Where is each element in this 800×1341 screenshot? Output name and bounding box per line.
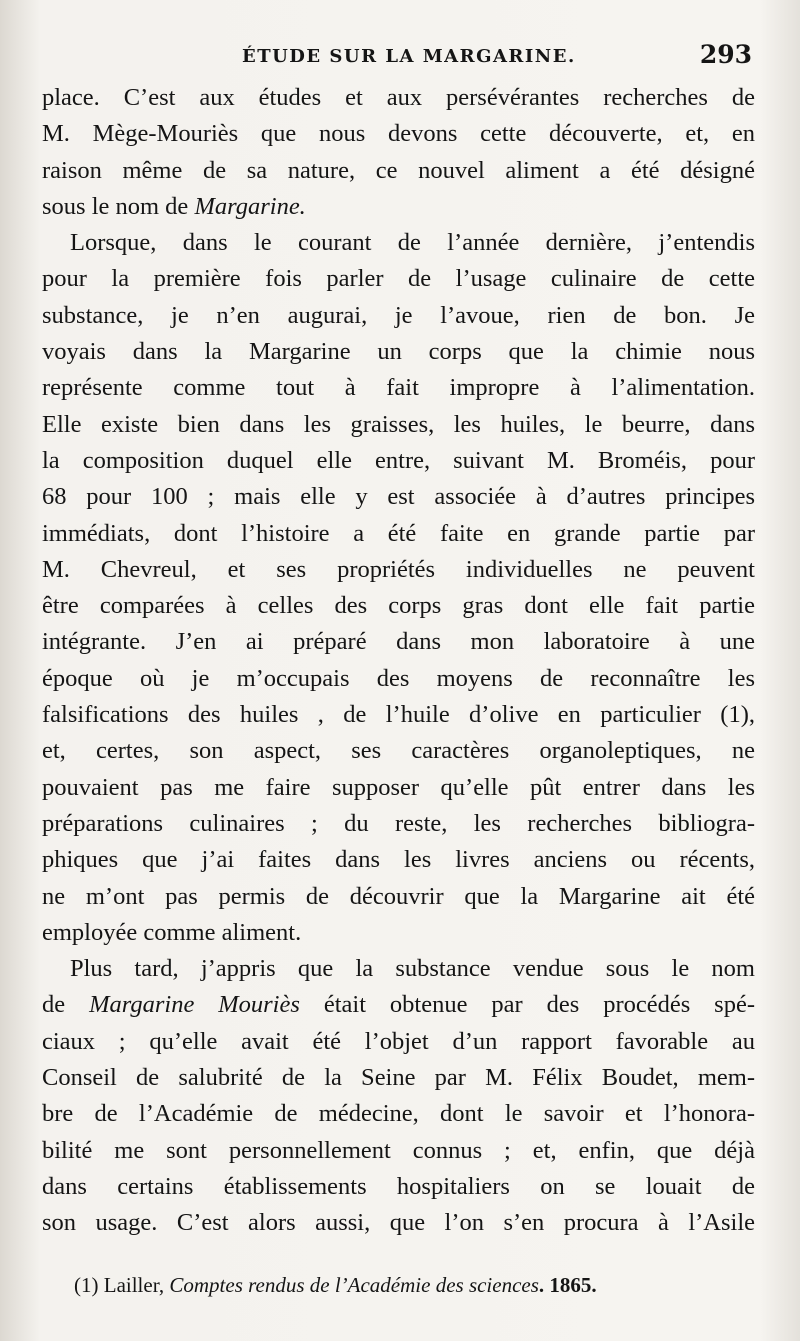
text-line: et, certes, son aspect, ses caractères organoleptiques, ne <box>42 737 755 765</box>
paragraph-start-line: Plus tard, j’appris que la substance vendue sous le nom <box>70 955 755 983</box>
text-line: préparations culinaires ; du reste, les recherches bibliogra- <box>42 809 755 837</box>
text-run: de <box>42 991 90 1019</box>
text-line: substance, je n’en augurai, je l’avoue, rien de bon. Je <box>42 301 755 329</box>
text-line: représente comme tout à fait impropre à l’alimentation. <box>42 374 755 402</box>
footnote <box>74 1270 734 1300</box>
footnote-year: . 1865. <box>538 1273 597 1297</box>
text-line: voyais dans la Margarine un corps que la chimie nous <box>42 338 755 366</box>
page-number: 293 <box>699 40 752 69</box>
italic-term: Margarine. <box>194 192 306 220</box>
text-run: était obtenue par des procédés spé- <box>299 991 755 1019</box>
text-line: dans certains établissements hospitaliers on se louait de <box>42 1172 755 1200</box>
text-line: falsifications des huiles , de l’huile d’olive en particulier (1), <box>42 701 755 729</box>
italic-term: Margarine Mouriès <box>89 991 300 1019</box>
text-line: M. Chevreul, et ses propriétés individuelles ne peuvent <box>42 555 755 583</box>
page-header <box>42 40 752 76</box>
text-line: intégrante. J’en ai préparé dans mon laboratoire à une <box>42 628 755 656</box>
text-line: son usage. C’est alors aussi, que l’on s’en procura à l’Asile <box>42 1209 755 1237</box>
paragraph-start-line: Lorsque, dans le courant de l’année dernière, j’entendis <box>70 229 755 257</box>
text-run: sous le nom de <box>42 192 195 220</box>
text-line: Elle existe bien dans les graisses, les huiles, le beurre, dans <box>42 410 755 438</box>
text-line: pouvaient pas me faire supposer qu’elle pût entrer dans les <box>42 773 755 801</box>
text-line: raison même de sa nature, ce nouvel aliment a été désigné <box>42 156 755 184</box>
footnote-marker: (1) Lailler, <box>74 1273 170 1297</box>
footnote-title: Comptes rendus de l’Académie des sciences <box>169 1273 539 1297</box>
running-title: ÉTUDE SUR LA MARGARINE. <box>242 46 576 67</box>
text-line: employée comme aliment. <box>42 918 302 946</box>
text-line: être comparées à celles des corps gras dont elle fait partie <box>42 592 755 620</box>
text-line: 68 pour 100 ; mais elle y est associée à d’autres principes <box>42 483 755 511</box>
text-line: bre de l’Académie de médecine, dont le savoir et l’honora- <box>42 1100 755 1128</box>
text-line: phiques que j’ai faites dans les livres anciens ou récents, <box>42 846 755 874</box>
text-line <box>42 987 755 1023</box>
text-line: époque où je m’occupais des moyens de reconnaître les <box>42 664 755 692</box>
text-line: place. C’est aux études et aux persévérantes recherches de <box>42 84 755 111</box>
body-text <box>42 80 755 1242</box>
text-line: Conseil de salubrité de la Seine par M. Félix Boudet, mem- <box>42 1064 755 1092</box>
text-line <box>42 189 755 225</box>
text-line: ne m’ont pas permis de découvrir que la Margarine ait été <box>42 882 755 910</box>
text-line: la composition duquel elle entre, suivant M. Broméis, pour <box>42 446 755 474</box>
text-line: M. Mège-Mouriès que nous devons cette découverte, et, en <box>42 120 755 148</box>
text-line: ciaux ; qu’elle avait été l’objet d’un rapport favorable au <box>42 1027 755 1055</box>
text-line: pour la première fois parler de l’usage culinaire de cette <box>42 265 755 293</box>
text-line: immédiats, dont l’histoire a été faite en grande partie par <box>42 519 755 547</box>
text-line: bilité me sont personnellement connus ; et, enfin, que déjà <box>42 1136 755 1164</box>
